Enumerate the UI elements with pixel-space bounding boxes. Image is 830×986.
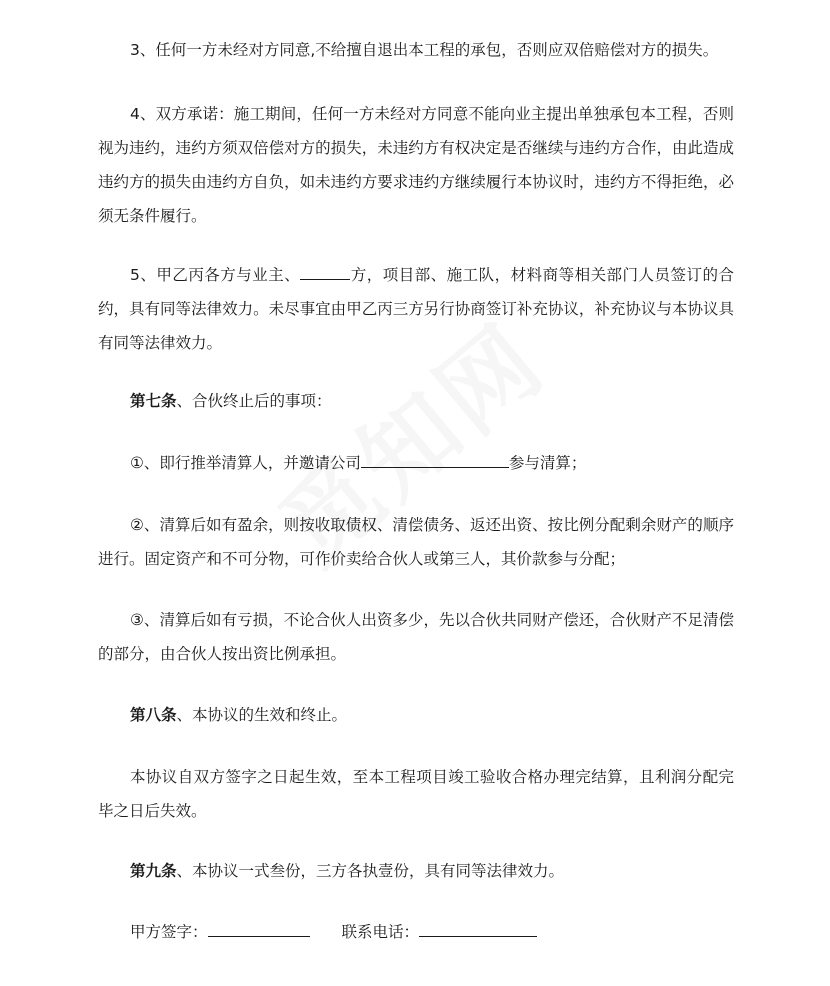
- article-7-item-3: ③、清算后如有亏损，不论合伙人出资多少，先以合伙共同财产偿还，合伙财产不足清偿的部分，由合伙人按出资比例承担。: [98, 611, 734, 663]
- clause-5-text-after: 方，项目部、施工队，材料商等相关部门人员签订的合约，具有同等法律效力。未尽事宜由甲乙丙三方另行协商签订补充协议，补充协议与本协议具有同等法律效力。: [98, 266, 734, 352]
- article-8-heading: [98, 698, 734, 732]
- article-8-title: 、本协议的生效和终止。: [176, 706, 348, 724]
- clause-5-text-before: 5、甲乙丙各方与业主、: [130, 266, 301, 284]
- phone-label: 联系电话：: [341, 923, 420, 941]
- article-8-label: 第八条: [130, 706, 177, 724]
- article-9-label: 第九条: [130, 862, 177, 880]
- article-7-label: 第七条: [130, 392, 177, 410]
- article-7-item-2: ②、清算后如有盈余，则按收取债权、清偿债务、返还出资、按比例分配剩余财产的顺序进行。固定资产和不可分物，可作价卖给合伙人或第三人，其价款参与分配；: [98, 516, 734, 568]
- company-blank: [361, 451, 509, 468]
- signature-line: [98, 915, 734, 949]
- clause-5: [98, 258, 734, 360]
- article-9-title: 、本协议一式叁份，三方各执壹份，具有同等法律效力。: [176, 862, 565, 880]
- phone-blank: [419, 920, 537, 937]
- article-9-heading: [98, 854, 734, 888]
- clause-4: 4、双方承诺：施工期间，任何一方未经对方同意不能向业主提出单独承包本工程，否则视为违约，违约方须双倍偿对方的损失，未违约方有权决定是否继续与违约方合作，由此造成违约方的损失由违约方自负，如未违约方要求违约方继续履行本协议时，违约方不得拒绝，必须无条件履行。: [98, 105, 734, 225]
- article-7-item-1: ①、即行推举清算人，并邀请公司 参与清算；: [98, 446, 734, 480]
- owner-blank: [300, 263, 350, 280]
- article-8-body: 本协议自双方签字之日起生效，至本工程项目竣工验收合格办理完结算，且利润分配完毕之日后失效。: [98, 768, 734, 820]
- article-7-title: 、合伙终止后的事项：: [176, 392, 332, 410]
- article-7-heading: [98, 384, 734, 418]
- party-a-signature-label: 甲方签字：: [130, 923, 208, 941]
- party-a-signature-blank: [208, 920, 310, 937]
- clause-3: 3、任何一方未经对方同意,不给擅自退出本工程的承包，否则应双倍赔偿对方的损失。: [130, 41, 719, 59]
